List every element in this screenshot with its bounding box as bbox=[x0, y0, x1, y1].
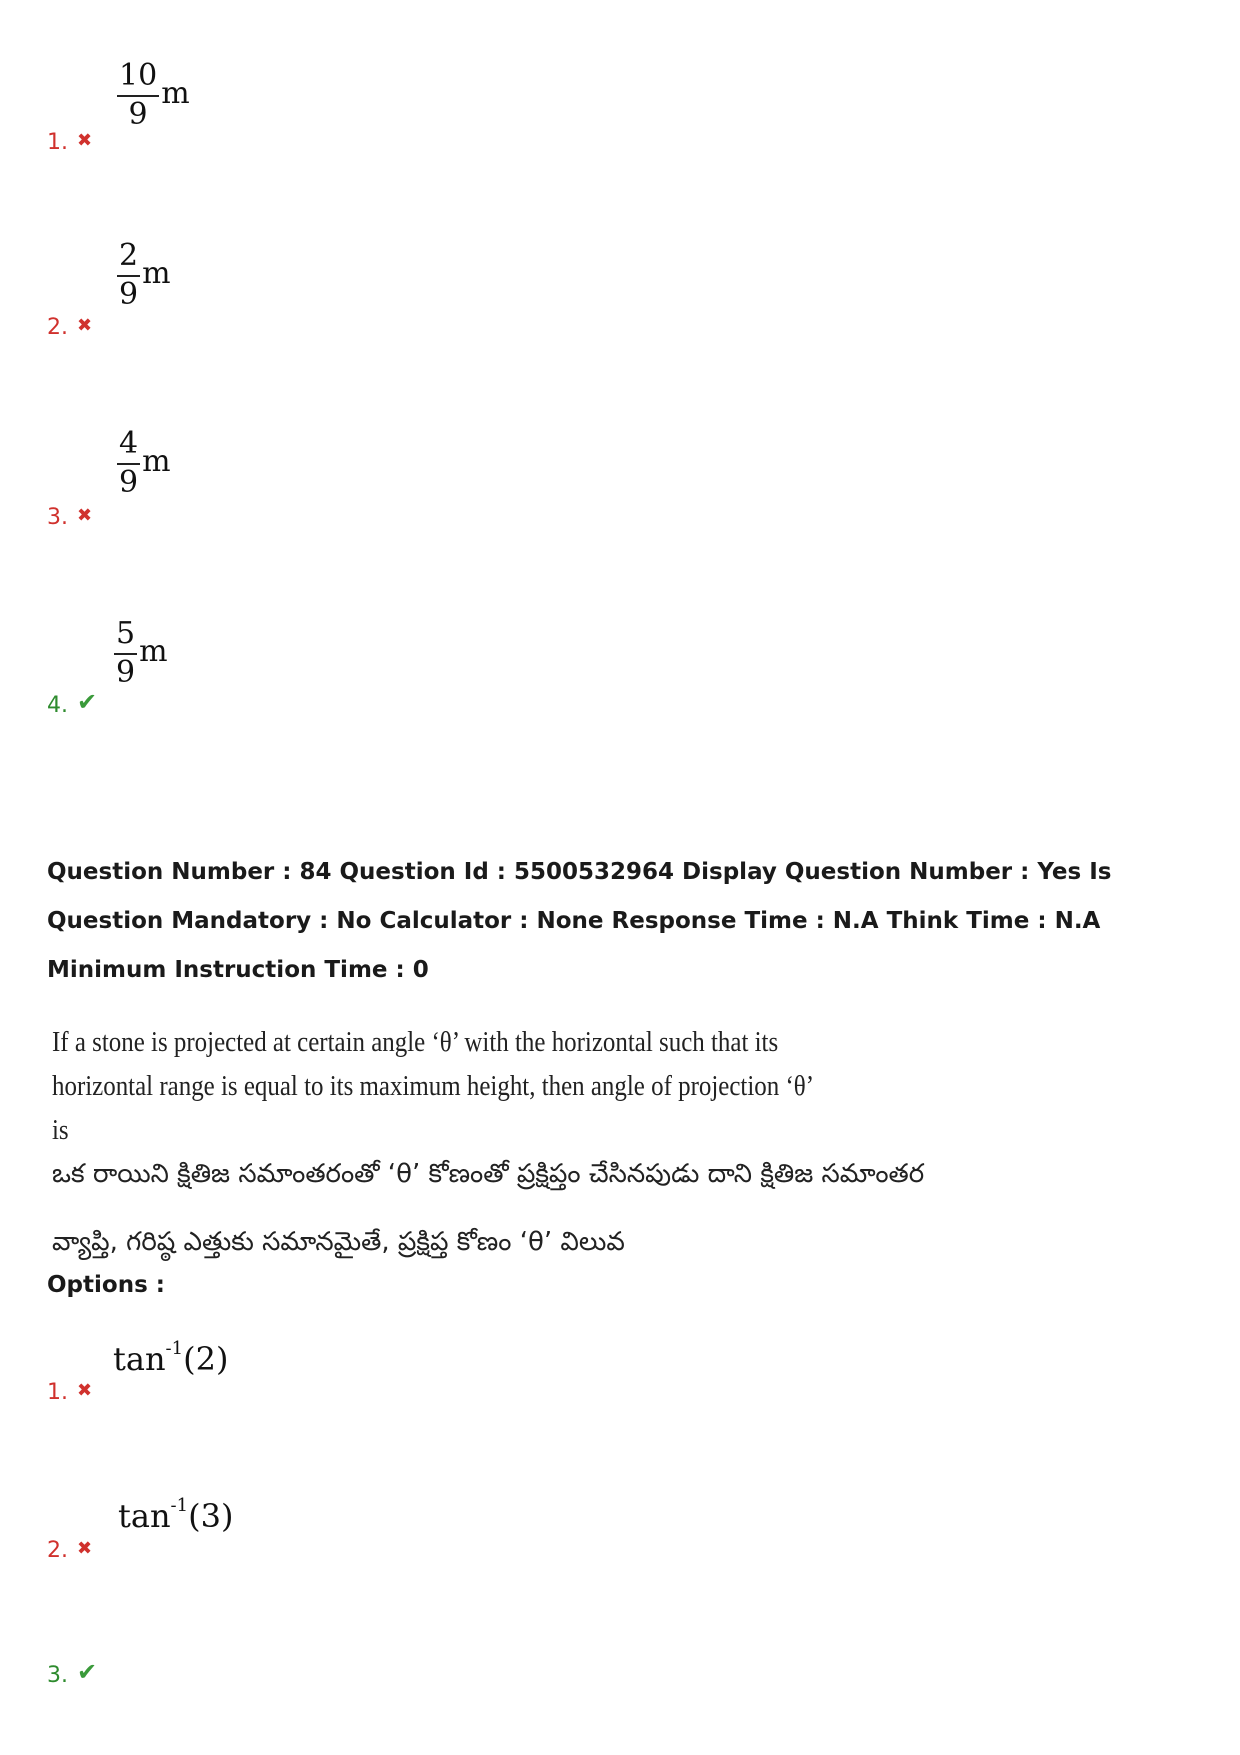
cross-icon: ✖ bbox=[77, 1538, 93, 1559]
prev-option-4-label bbox=[47, 690, 117, 718]
numerator: 2 bbox=[119, 238, 139, 273]
options-label: Options : bbox=[47, 1272, 165, 1298]
exponent: -1 bbox=[170, 1495, 189, 1517]
unit: m bbox=[142, 255, 171, 291]
prev-option-3-label bbox=[47, 505, 117, 530]
option-number: 1. bbox=[47, 1380, 68, 1405]
question-text-english: If a stone is projected at certain angle ‘θ’ with the horizontal such that its horizontal range is equal to its maximum height, then angle of projection ‘θ’ is bbox=[52, 1026, 813, 1146]
prev-option-4-math bbox=[114, 618, 168, 688]
check-icon: ✔ bbox=[77, 688, 98, 716]
denominator: 9 bbox=[128, 96, 148, 132]
fraction bbox=[117, 240, 140, 310]
option-number: 1. bbox=[47, 130, 68, 155]
option-1-label bbox=[47, 1380, 117, 1405]
function-name: tan bbox=[118, 1497, 171, 1535]
unit: m bbox=[142, 443, 171, 479]
fraction bbox=[114, 618, 137, 688]
cross-icon: ✖ bbox=[77, 1380, 93, 1401]
fraction bbox=[117, 60, 159, 130]
argument: (2) bbox=[183, 1340, 229, 1378]
denominator: 9 bbox=[119, 464, 139, 500]
prev-option-2-math bbox=[117, 240, 171, 310]
fraction bbox=[117, 428, 140, 498]
prev-option-1-math bbox=[117, 60, 190, 130]
unit: m bbox=[139, 633, 168, 669]
denominator: 9 bbox=[119, 276, 139, 312]
option-1-math bbox=[113, 1340, 228, 1378]
telugu-line-1: ఒక రాయిని క్షితిజ సమాంతరంతో ‘θ’ కోణంతో ప్రక్షిప్తం చేసినపుడు దాని క్షితిజ సమాంతర bbox=[52, 1159, 925, 1189]
check-icon: ✔ bbox=[77, 1658, 98, 1686]
question-text-telugu bbox=[52, 1140, 952, 1276]
numerator: 10 bbox=[119, 58, 158, 93]
option-number: 2. bbox=[47, 1538, 68, 1563]
denominator: 9 bbox=[116, 654, 136, 690]
prev-option-3-math bbox=[117, 428, 171, 498]
option-2-label bbox=[47, 1538, 117, 1563]
prev-option-2-label bbox=[47, 315, 117, 340]
prev-option-1-label bbox=[47, 130, 117, 155]
numerator: 4 bbox=[119, 426, 139, 461]
unit: m bbox=[161, 75, 190, 111]
argument: (3) bbox=[188, 1497, 234, 1535]
cross-icon: ✖ bbox=[77, 315, 93, 336]
option-number: 4. bbox=[47, 693, 68, 718]
question-meta: Question Number : 84 Question Id : 5500532964 Display Question Number : Yes Is Question Mandatory : No Calculator : None Response Time : N.A Think Time : N.A Minimum Instruction Time : 0 bbox=[47, 859, 1112, 983]
option-3-label bbox=[47, 1660, 117, 1688]
function-name: tan bbox=[113, 1340, 166, 1378]
option-number: 3. bbox=[47, 505, 68, 530]
option-number: 2. bbox=[47, 315, 68, 340]
cross-icon: ✖ bbox=[77, 130, 93, 151]
telugu-line-2: వ్యాప్తి, గరిష్ఠ ఎత్తుకు సమానమైతే, ప్రక్షిప్త కోణం ‘θ’ విలువ bbox=[52, 1227, 625, 1257]
option-2-math bbox=[118, 1497, 233, 1535]
cross-icon: ✖ bbox=[77, 505, 93, 526]
exponent: -1 bbox=[165, 1338, 184, 1360]
numerator: 5 bbox=[116, 616, 136, 651]
option-number: 3. bbox=[47, 1663, 68, 1688]
